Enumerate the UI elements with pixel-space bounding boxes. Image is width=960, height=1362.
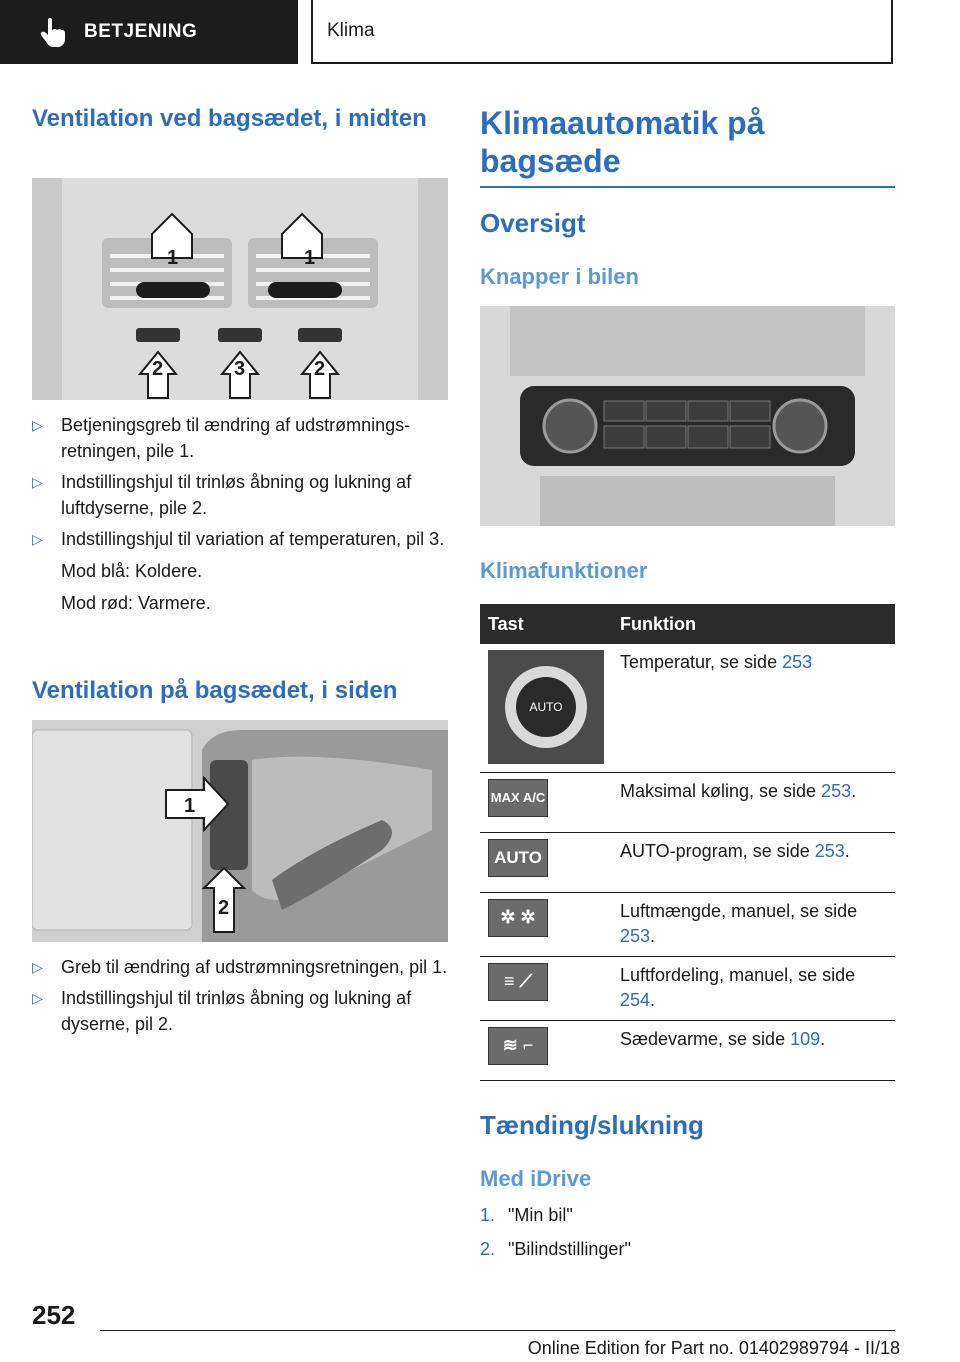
list-item: ▷ Indstillingshjul til trinløs åbning og lukning af dyserne, pil 2. [32, 985, 448, 1037]
section-label: BETJENING [84, 21, 198, 42]
page-link[interactable]: 253 [814, 840, 845, 861]
page-link[interactable]: 253 [620, 925, 651, 946]
fan-icon: ✲ ✲ [488, 899, 548, 937]
table-row: MAX A/C Maksimal køling, se side 253. [480, 772, 895, 832]
chapter-tab [311, 0, 893, 64]
column-header-function: Funktion [612, 604, 895, 644]
hand-pointer-icon [40, 17, 66, 47]
fig1-label: 1 [304, 247, 316, 269]
page-title: Klimaautomatik på bagsæde [480, 104, 895, 188]
footer-divider [100, 1330, 895, 1331]
heading-buttons: Knapper i bilen [480, 264, 639, 289]
triangle-right-icon: ▷ [32, 959, 43, 975]
table-row: ≋ ⌐ Sædevarme, se side 109. [480, 1020, 895, 1080]
rear-side-vent-figure [32, 720, 448, 942]
heading-middle-vent: Ventilation ved bagsædet, i midten [32, 105, 427, 132]
heading-functions: Klimafunktioner [480, 558, 648, 583]
heading-on-off: Tænding/slukning [480, 1110, 704, 1140]
page-link[interactable]: 253 [782, 652, 813, 672]
table-row: ✲ ✲ Luftmængde, manuel, se side 253. [480, 892, 895, 956]
table-header-row [480, 604, 895, 644]
chapter-label: Klima [327, 20, 375, 41]
heading-idrive: Med iDrive [480, 1166, 592, 1191]
triangle-right-icon: ▷ [32, 990, 43, 1006]
list-item: ▷ Betjeningsgreb til ændring af udstrømnings-retningen, pile 1. [32, 412, 448, 464]
air-distribution-icon: ≡ ⟋ [488, 963, 548, 1001]
footer-edition: Online Edition for Part no. 01402989794 - II/18 [527, 1338, 900, 1358]
fig1-label: 2 [152, 358, 164, 380]
list-item: ▷ Indstillingshjul til trinløs åbning og lukning af luftdyserne, pile 2. [32, 469, 448, 521]
list-item: 1. "Min bil" [480, 1205, 573, 1225]
auto-temperature-knob-icon: AUTO [488, 650, 604, 764]
fig1-label: 2 [314, 358, 326, 380]
triangle-right-icon: ▷ [32, 531, 43, 547]
page-link[interactable]: 254 [620, 989, 651, 1010]
max-ac-icon: MAX A/C [488, 779, 548, 817]
middle-vent-list [32, 412, 448, 621]
column-header-key: Tast [480, 604, 612, 644]
list-item: ▷ Indstillingshjul til variation af temperaturen, pil 3. Mod blå: Koldere. Mod rød: Varmere. [32, 526, 448, 616]
table-row: AUTO Temperatur, se side 253 [480, 644, 895, 772]
climate-functions-table [480, 604, 895, 1081]
section-tab[interactable] [0, 0, 298, 64]
sub-note-blue: Mod blå: Koldere. [61, 561, 203, 581]
fig1-label: 1 [167, 247, 179, 269]
fig2-label: 1 [184, 795, 196, 817]
side-vent-list [32, 954, 448, 1042]
heading-overview: Oversigt [480, 208, 586, 238]
seat-heating-icon: ≋ ⌐ [488, 1027, 548, 1065]
list-item: 2. "Bilindstillinger" [480, 1239, 631, 1259]
list-item: ▷ Greb til ændring af udstrømningsretningen, pil 1. [32, 954, 448, 980]
triangle-right-icon: ▷ [32, 474, 43, 490]
page-link[interactable]: 253 [821, 780, 852, 801]
sub-note-red: Mod rød: Varmere. [61, 593, 211, 613]
idrive-steps [480, 1198, 631, 1266]
auto-icon: AUTO [488, 839, 548, 877]
fig1-label: 3 [234, 358, 246, 380]
page-number: 252 [32, 1300, 76, 1330]
triangle-right-icon: ▷ [32, 417, 43, 433]
table-row: ≡ ⟋ Luftfordeling, manuel, se side 254. [480, 956, 895, 1020]
rear-middle-vent-figure [32, 178, 448, 400]
table-row: AUTO AUTO-program, se side 253. [480, 832, 895, 892]
page-link[interactable]: 109 [790, 1028, 821, 1049]
fig2-label: 2 [218, 897, 230, 919]
rear-climate-panel-figure [480, 306, 895, 526]
heading-side-vent: Ventilation på bagsædet, i siden [32, 677, 398, 704]
